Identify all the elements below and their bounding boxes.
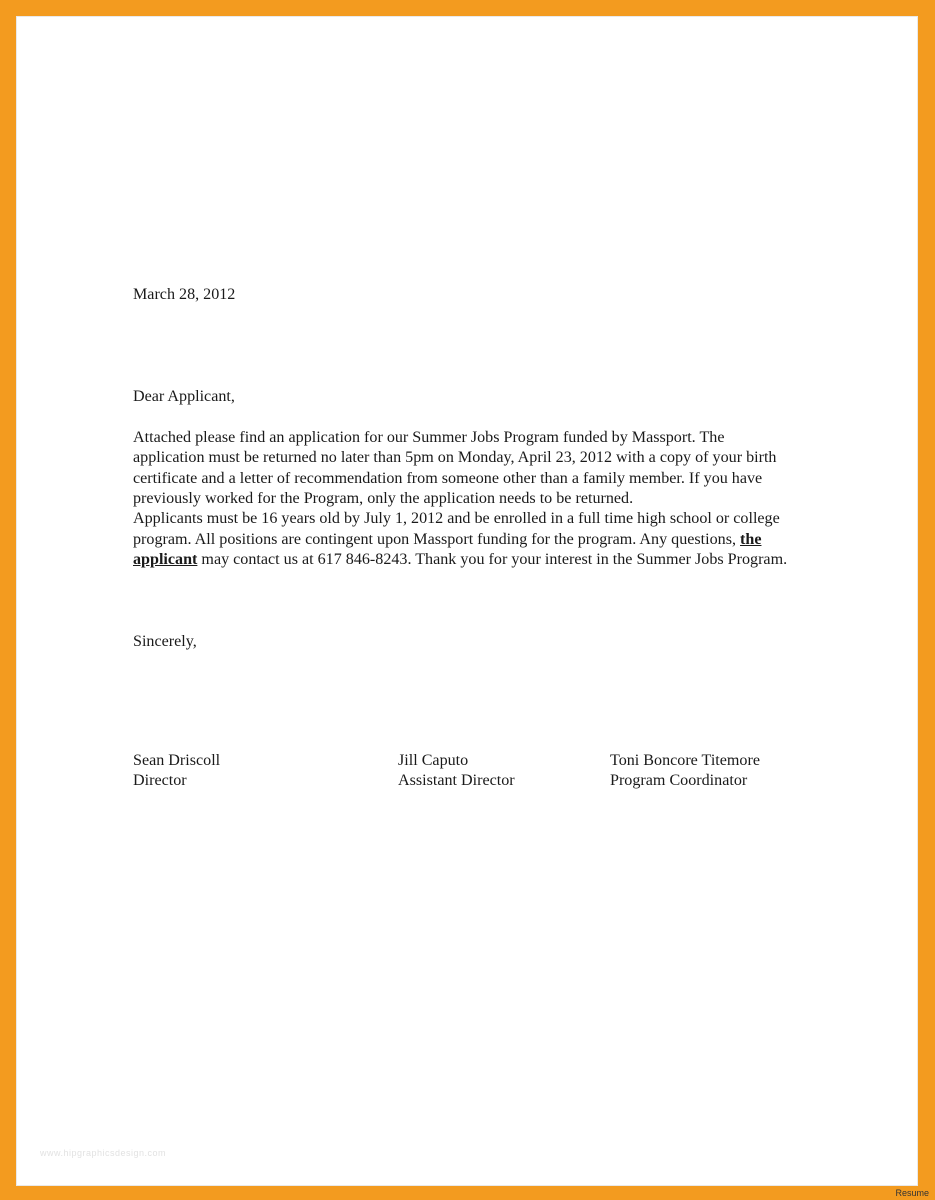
paragraph-eligibility [133, 509, 793, 570]
letter-date: March 28, 2012 [133, 286, 236, 303]
signer-title: Director [133, 772, 187, 790]
signer-title: Assistant Director [398, 772, 515, 790]
watermark-label: Resume [895, 1188, 929, 1198]
eligibility-text: Applicants must be 16 years old by July 1, 2012 and be enrolled in a full time high school or college program. All positions are contingent upon Massport funding for the program. Any questions, [133, 510, 780, 548]
contact-text: may contact us at 617 846-8243. Thank you for your interest in the Summer Jobs Program. [197, 551, 788, 569]
signature-block [133, 751, 833, 801]
emphasis-applicant: the applicant [133, 530, 762, 569]
watermark-site: www.hipgraphicsdesign.com [40, 1148, 167, 1158]
signature-program-coordinator [610, 751, 760, 792]
signer-name: Sean Driscoll [133, 752, 221, 769]
signer-name: Jill Caputo [398, 752, 469, 769]
signature-director [133, 751, 220, 792]
signer-title: Program Coordinator [610, 772, 748, 790]
letter-closing: Sincerely, [133, 632, 197, 650]
signer-name: Toni Boncore Titemore [610, 752, 760, 769]
signature-assistant-director [398, 751, 515, 792]
letter-salutation: Dear Applicant, [133, 388, 235, 406]
letter-content [133, 428, 793, 571]
paragraph-application: Attached please find an application for our Summer Jobs Program funded by Massport. The application must be returned no later than 5pm on Monday, April 23, 2012 with a copy of your birth certificate and a letter of recommendation from someone other than a family member. If you have previously worked for the Program, only the application needs to be returned. [133, 428, 777, 508]
letter-body [133, 285, 793, 652]
